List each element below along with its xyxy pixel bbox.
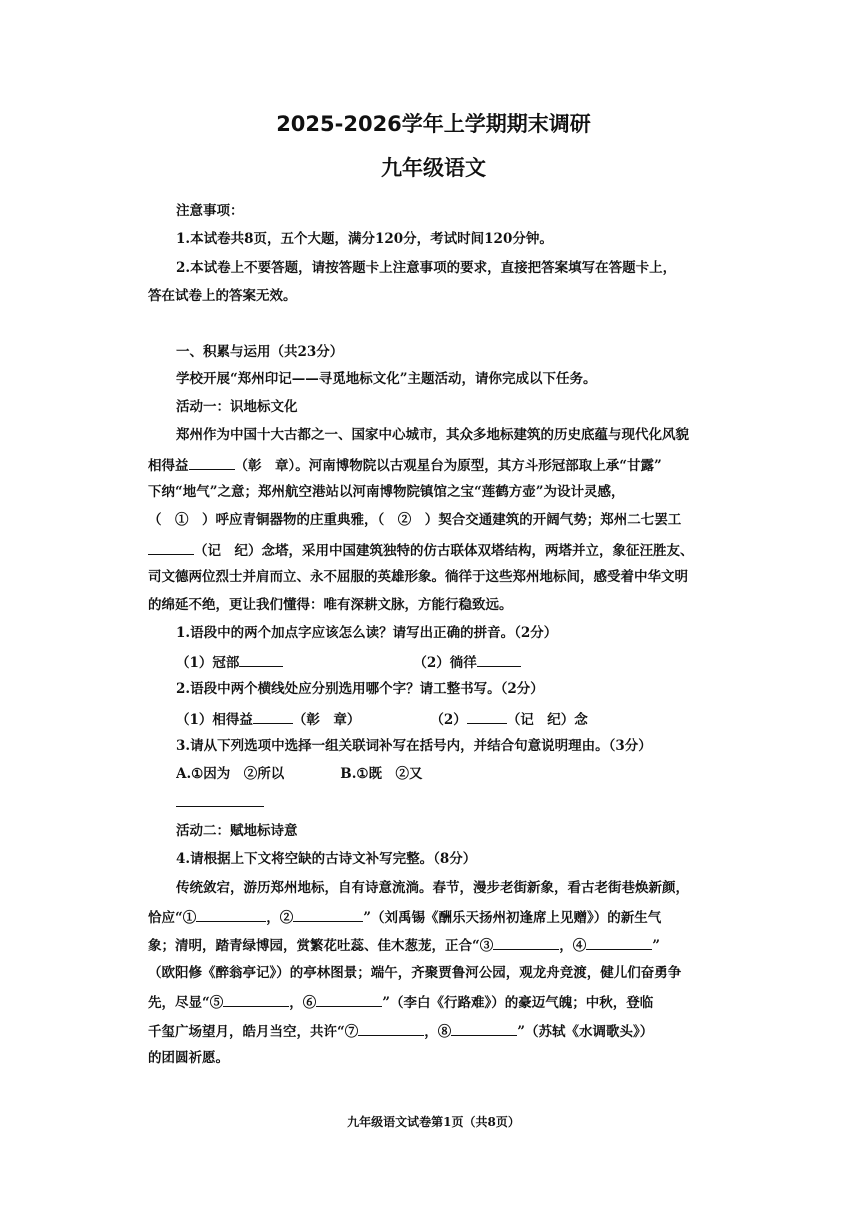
question-1-answers: [176, 652, 738, 672]
q4-text: ”: [652, 938, 661, 954]
answer-blank: [253, 709, 293, 724]
q4-text: ，⑧: [424, 1024, 452, 1040]
passage-line: 司文德两位烈士并肩而立、永不屈服的英雄形象。徜徉于这些郑州地标间，感受着中华文明: [148, 569, 688, 585]
passage-line: [148, 455, 738, 475]
q2-option-2-chars: （记 纪）念: [506, 712, 588, 728]
q4-text: ”（李白《行路难》）的豪迈气魄；中秋，登临: [382, 995, 654, 1011]
section-1-intro: 学校开展“郑州印记——寻觅地标文化”主题活动，请你完成以下任务。: [176, 371, 597, 387]
q4-text: ，⑥: [289, 995, 317, 1011]
fill-blank-2: [293, 907, 363, 922]
fill-blank-7: [358, 1021, 424, 1036]
passage-line: 郑州作为中国十大古都之一、国家中心城市，其众多地标建筑的历史底蕴与现代化风貌: [176, 427, 689, 443]
exam-subject: 九年级语文: [381, 156, 486, 180]
passage-text: 相得益: [148, 458, 189, 474]
passage-text: （记 纪）念塔，采用中国建筑独特的仿古联体双塔结构，两塔并立，象征汪胜友、: [194, 543, 694, 559]
q4-text: ，②: [266, 910, 294, 926]
q3-option-a: A.①因为 ②所以: [176, 766, 285, 782]
answer-blank: [477, 652, 521, 667]
q4-text: ”（刘禹锡《酬乐天扬州初逢席上见赠》）的新生气: [363, 910, 662, 926]
fill-blank-3: [493, 935, 559, 950]
question-1: 1.语段中的两个加点字应该怎么读？请写出正确的拼音。（2分）: [176, 625, 558, 641]
q4-text: 先，尽显“⑤: [148, 995, 224, 1011]
q4-line: [148, 1021, 738, 1041]
q1-option-2: （2）徜徉: [413, 655, 477, 671]
q4-line: [148, 907, 738, 927]
page-footer: 九年级语文试卷第1页（共8页）: [347, 1115, 520, 1129]
fill-blank-4: [586, 935, 652, 950]
notice-item-1: 1.本试卷共8页，五个大题，满分120分，考试时间120分钟。: [176, 231, 553, 247]
fill-blank-5: [223, 992, 289, 1007]
question-2-answers: [176, 709, 738, 729]
activity-1-heading: 活动一：识地标文化: [176, 399, 298, 415]
question-3: 3.请从下列选项中选择一组关联词补写在括号内，并结合句意说明理由。（3分）: [176, 738, 652, 754]
blank-1: [189, 455, 235, 470]
question-4: 4.请根据上下文将空缺的古诗文补写完整。（8分）: [176, 851, 477, 867]
q4-text: ，④: [559, 938, 587, 954]
passage-text: （彰 章）。河南博物院以古观星台为原型，其方斗形冠部取上承“甘露”: [234, 458, 662, 474]
q2-option-1-chars: （彰 章）: [292, 712, 361, 728]
exam-title: 2025-2026学年上学期期末调研: [276, 112, 591, 136]
answer-blank: [467, 709, 507, 724]
activity-2-heading: 活动二：赋地标诗意: [176, 823, 298, 839]
notice-item-2-cont: 答在试卷上的答案无效。: [148, 288, 297, 304]
fill-blank-6: [316, 992, 382, 1007]
notice-heading: 注意事项：: [176, 203, 244, 219]
q1-option-1: （1）冠部: [176, 655, 240, 671]
fill-blank-8: [451, 1021, 517, 1036]
notice-item-2: 2.本试卷上不要答题，请按答题卡上注意事项的要求，直接把答案填写在答题卡上，: [176, 260, 677, 276]
blank-2: [148, 540, 194, 555]
q4-text: ”（苏轼《水调歌头》）: [517, 1024, 654, 1040]
q4-line: 传统敛宕，游历郑州地标，自有诗意流淌。春节，漫步老街新象，看古老街巷焕新颜，: [176, 880, 689, 896]
q4-line: [148, 935, 738, 955]
q2-option-1: （1）相得益: [176, 712, 253, 728]
q4-line: 的团圆祈愿。: [148, 1050, 229, 1066]
q4-line: （欧阳修《醉翁亭记》）的亭林图景；端午，齐聚贾鲁河公园，观龙舟竞渡，健儿们奋勇争: [148, 965, 682, 981]
section-1-heading: 一、积累与运用（共23分）: [176, 344, 344, 360]
passage-line: 的绵延不绝，更让我们懂得：唯有深耕文脉，方能行稳致远。: [148, 597, 513, 613]
passage-line: [148, 540, 738, 560]
q4-text: 千玺广场望月，皓月当空，共许“⑦: [148, 1024, 359, 1040]
q4-line: [148, 992, 738, 1012]
passage-line: （ ① ）呼应青铜器物的庄重典雅，（ ② ）契合交通建筑的开阔气势；郑州二七罢工: [148, 512, 682, 528]
q4-text: 象；清明，踏青绿博园，赏繁花吐蕊、佳木葱茏，正合“③: [148, 938, 494, 954]
question-2: 2.语段中两个横线处应分别选用哪个字？请工整书写。（2分）: [176, 681, 544, 697]
q3-option-b: B.①既 ②又: [340, 766, 423, 782]
fill-blank-1: [196, 907, 266, 922]
question-3-options: [176, 765, 738, 783]
q2-option-2: （2）: [430, 712, 467, 728]
answer-blank: [239, 652, 283, 667]
answer-line: [176, 806, 264, 807]
q4-text: 恰应“①: [148, 910, 197, 926]
passage-line: 下纳“地气”之意；郑州航空港站以河南博物院镇馆之宝“莲鹤方壶”为设计灵感，: [148, 484, 625, 500]
